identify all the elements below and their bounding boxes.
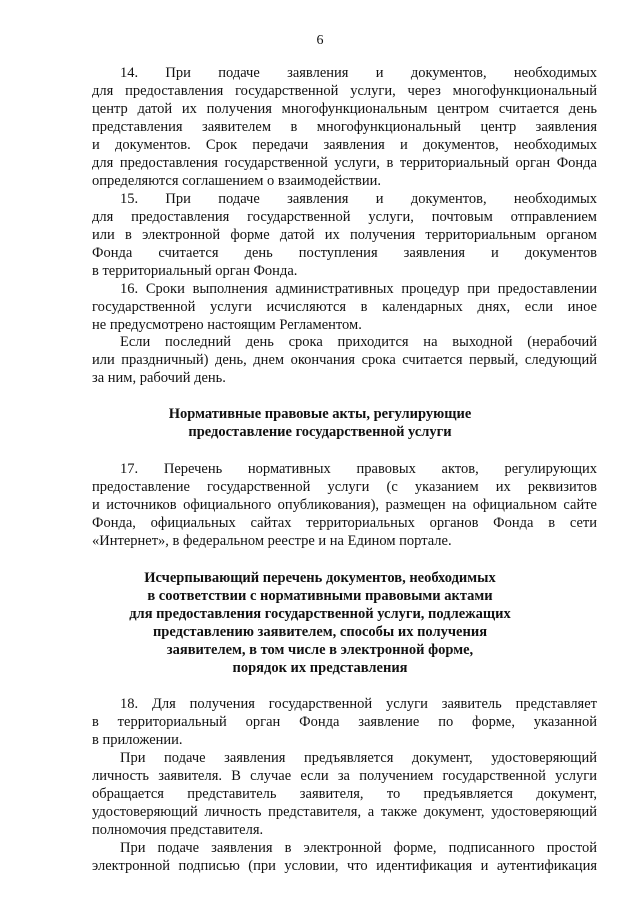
text-line: представления заявителем в многофункциональный центр заявления [92,118,597,135]
heading-line: порядок их представления [232,659,408,676]
heading-line: представлению заявителем, способы их получения [152,623,488,640]
text-line: 16. Сроки выполнения административных процедур при предоставлении [120,280,597,297]
heading-line: Нормативные правовые акты, регулирующие [168,406,472,423]
heading-line: Исчерпывающий перечень документов, необходимых [144,569,496,586]
text-line: предоставление государственной услуги (с указанием их реквизитов [92,479,597,495]
heading-line: для предоставления государственной услуги, подлежащих [129,605,511,622]
text-line: за ним, рабочий день. [92,370,226,387]
text-line: определяются соглашением о взаимодействии. [92,172,382,189]
text-line: удостоверяющий личность представителя, а также документ, удостоверяющий [92,804,597,821]
text-line: или в электронной форме датой их получения территориальным органом [92,226,597,243]
text-line: для предоставления государственной услуги, через многофункциональный [92,83,597,99]
text-line: электронной подписью (при условии, что идентификация и аутентификация [92,858,597,874]
text-line: не предусмотрено настоящим Регламентом. [92,316,362,333]
text-line: для предоставления государственной услуги, почтовым отправлением [92,208,597,225]
text-line: 18. Для получения государственной услуги заявитель представляет [120,696,597,713]
text-line: При подаче заявления в электронной форме, подписанного простой [120,840,597,856]
text-line: и источников официального опубликования), размещен на официальном сайте [92,497,597,513]
heading-line: в соответствии с нормативными правовыми актами [147,587,493,604]
heading-line: заявителем, в том числе в электронной форме, [166,641,474,658]
text-line: в территориальный орган Фонда. [92,262,298,279]
text-line: 14. При подаче заявления и документов, необходимых [120,65,597,81]
text-line: в территориальный орган Фонда заявление по форме, указанной [92,714,597,731]
text-line: 17. Перечень нормативных правовых актов, регулирующих [120,461,597,478]
text-line: Если последний день срока приходится на выходной (нерабочий [120,334,597,351]
text-line: 15. При подаче заявления и документов, необходимых [120,190,597,207]
text-line: и документов. Срок передачи заявления и документов, необходимых [92,136,597,153]
text-line: обращается представитель заявителя, то предъявляется документ, [92,786,597,803]
text-line: для предоставления государственной услуги, в территориальный орган Фонда [92,154,597,171]
text-line: полномочия представителя. [92,822,264,839]
heading-line: предоставление государственной услуги [188,424,452,441]
text-line: личность заявителя. В случае если за получением государственной услуги [92,768,597,785]
text-line: центр датой их получения многофункциональным центром считается день [92,100,597,117]
text-line: Фонда считается день поступления заявления и документов [92,244,597,261]
text-line: государственной услуги исчисляются в календарных днях, если иное [92,298,597,315]
text-line: При подаче заявления предъявляется документ, удостоверяющий [120,750,597,767]
text-line: «Интернет», в федеральном реестре и на Едином портале. [92,532,452,549]
text-line: Фонда, официальных сайтах территориальных органов Фонда в сети [92,514,597,531]
text-line: в приложении. [92,732,183,749]
page-number: 6 [316,33,324,48]
text-line: или праздничный) день, днем окончания срока считается первый, следующий [92,352,597,369]
